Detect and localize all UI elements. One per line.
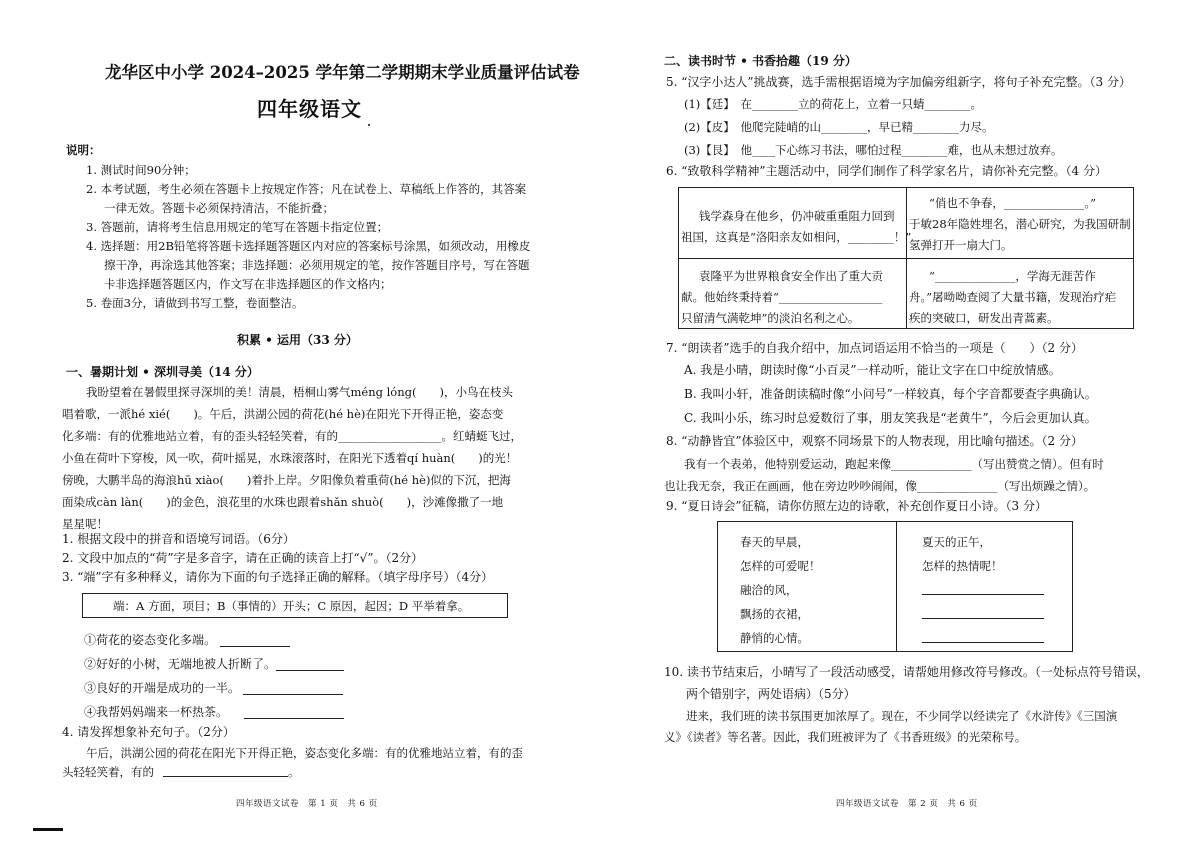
- note-line: 4. 选择题：用2B铅笔将答题卡选择题答题区内对应的答案标号涂黑，如须改动，用橡皮: [86, 239, 531, 253]
- scan-dot: [368, 124, 370, 126]
- note-line: 擦干净，再涂选其他答案；非选择题：必须用规定的笔，按作答题目序号，写在答题: [104, 258, 530, 272]
- note-line: 1. 测试时间90分钟；: [86, 163, 196, 177]
- question-6: 6. “致敬科学精神”主题活动中，同学们制作了科学家名片，请你补充完整。（4 分）: [666, 164, 1107, 178]
- q4-sentence: 头轻轻笑着，有的: [62, 765, 154, 779]
- notes-heading: 说明：: [66, 143, 101, 157]
- passage-line: 星星呢！: [62, 517, 108, 531]
- q7-option-b[interactable]: B. 我叫小轩，准备朗读稿时像“小问号”一样较真，每个字音都要查字典确认。: [684, 387, 1097, 401]
- passage-line: 小鱼在荷叶下穿梭，风一吹，荷叶摇晃，水珠滚落时，在阳光下透着qí huàn( )的光！: [62, 451, 518, 465]
- poem-line: 春天的早晨，: [740, 535, 809, 549]
- passage-line: 傍晚，大鹏半岛的海浪hū xiào( )着扑上岸。夕阳像负着重荷(hé hè)似的下沉，把海: [62, 473, 511, 487]
- exam-page-1: 龙华区中小学 2024–2025 学年第二学期期末学业质量评估试卷 四年级语文 说明： 1. 测试时间90分钟； 2. 本考试题，考生必须在答题卡上按规定作答；凡在试卷上、草稿纸上作答的，其答案 一律无效。答题卡必须保持清洁，不能折叠； 3. 答题前，请将考生信息用规定的笔写在答题卡指定位置； 4. 选择题：用2B铅笔将答题卡选择题答题区内对应的答案标号涂黑，如须改动，用橡皮 擦干净，再涂选其他答案；非选择题：必须用规定的笔，按作答题目序号，写在答题 卡非选择题答题区内，作文写在非选择题区的作文格内； 5. 卷面3分，请做到书写工整，卷面整洁。 积累 • 运用（33 分） 一、暑期计划 • 深圳寻美（14 分） 我盼望着在暑假里探寻深圳的美！清晨，梧桐山雾气méng lóng( )，小鸟在枝头 唱着歌，一派hé xié( )。午后，洪湖公园的荷花(hé hè)在阳光下开得正艳，姿态变 化多端：有的优雅地站立着，有的歪头轻轻笑着，有的__________________。红蜻蜓飞过， 小鱼在荷叶下穿梭，风一吹，荷叶摇晃，水珠滚落时，在阳光下透着qí huàn( )的光！ 傍晚，大鹏半岛的海浪hū xiào( )着扑上岸。夕阳像负着重荷(hé hè)似的下沉，把海 面染成càn làn( )的金色，浪花里的水珠也跟着shǎn shuò( )，沙滩像撒了一地 星星呢！ 1. 根据文段中的拼音和语境写词语。（6分） 2. 文段中加点的“荷”字是多音字，请在正确的读音上打“√”。（2分） 3. “端”字有多种释义，请你为下面的句子选择正确的解释。（填字母序号）（4分） 端：A 方面，项目；B（事情的）开头；C 原因，起因；D 平举着拿。 ①荷花的姿态变化多端。 ②好好的小树，无端地被人折断了。 ③良好的开端是成功的一半。 ④我帮妈妈端来一杯热茶。 4. 请发挥想象补充句子。（2分） 午后，洪湖公园的荷花在阳光下开得正艳，姿态变化多端：有的优雅地站立着，有的歪 头轻轻笑着，有的 。 四年级语文试卷 第 1 页 共 6 页: [0, 0, 600, 848]
- note-line: 3. 答题前，请将考生信息用规定的笔写在答题卡指定位置；: [86, 220, 389, 234]
- poem-line: 飘扬的衣裙，: [740, 607, 809, 621]
- card-text: 舟。”屠呦呦查阅了大量书籍，发现治疗疟: [909, 290, 1117, 304]
- q7-option-a[interactable]: A. 我是小晴，朗读时像“小百灵”一样动听，能让文字在口中绽放情感。: [684, 363, 1061, 377]
- card-text: “俏也不争春，______________。”: [929, 196, 1097, 210]
- q10-paragraph: 义》《读者》等名著。因此，我们班被评为了《书香班级》的光荣称号。: [664, 730, 1027, 744]
- note-line: 2. 本考试题，考生必须在答题卡上按规定作答；凡在试卷上、草稿纸上作答的，其答案: [86, 182, 527, 196]
- passage-line: 我盼望着在暑假里探寻深圳的美！清晨，梧桐山雾气méng lóng( )，小鸟在枝头: [86, 385, 513, 399]
- poem-line: 怎样的热情呢！: [922, 559, 1003, 573]
- q3-item: ③良好的开端是成功的一半。: [84, 681, 241, 695]
- answer-blank[interactable]: [276, 670, 344, 671]
- note-line: 一律无效。答题卡必须保持清洁，不能折叠；: [104, 201, 334, 215]
- passage-line: 化多端：有的优雅地站立着，有的歪头轻轻笑着，有的__________________。红蜻蜓飞过，: [62, 429, 522, 443]
- q5-item: (2)【皮】 他爬完陡峭的山________，早已精________力尽。: [684, 120, 994, 134]
- answer-blank[interactable]: [220, 646, 290, 647]
- card-text: 袁隆平为世界粮食安全作出了重大贡: [699, 269, 883, 283]
- card-text: 献。他始终秉持着“__________________: [681, 290, 883, 304]
- q3-item: ②好好的小树，无端地被人折断了。: [84, 657, 277, 671]
- question-7: 7. “朗读者”选手的自我介绍中，加点词语运用不恰当的一项是（ ）（2 分）: [666, 341, 1083, 355]
- poem-blank[interactable]: [922, 642, 1044, 643]
- card-text: 钱学森身在他乡，仍冲破重重阻力回到: [699, 209, 895, 223]
- page-footer: 四年级语文试卷 第 2 页 共 6 页: [836, 799, 978, 809]
- poem-line: 静悄的心情。: [740, 631, 809, 645]
- card-text: 祖国，这真是“洛阳亲友如相问，________！”: [681, 230, 912, 244]
- answer-blank[interactable]: [163, 776, 288, 777]
- question-5: 5. “汉字小达人”挑战赛，选手需根据语境为字加偏旁组新字，将句子补充完整。（3 分）: [666, 75, 1131, 89]
- question-1: 1. 根据文段中的拼音和语境写词语。（6分）: [62, 532, 295, 546]
- poem-line: 怎样的可爱呢！: [740, 559, 821, 573]
- poem-blank[interactable]: [922, 618, 1044, 619]
- question-10-cont: 两个错别字，两处语病）（5分）: [686, 687, 856, 701]
- card-text: 只留清气满乾坤”的淡泊名利之心。: [681, 311, 860, 325]
- scientist-card-table: [678, 187, 1134, 329]
- page-footer: 四年级语文试卷 第 1 页 共 6 页: [236, 799, 378, 809]
- note-line: 卡非选择题答题区内，作文写在非选择题区的作文格内；: [104, 277, 392, 291]
- q8-line: 也让我无奈，我正在画画，他在旁边吵吵闹闹，像______________（写出烦躁之情）。: [664, 479, 1096, 493]
- section-title: 积累 • 运用（33 分）: [237, 333, 358, 347]
- note-line: 5. 卷面3分，请做到书写工整，卷面整洁。: [86, 296, 304, 310]
- answer-blank[interactable]: [244, 718, 344, 719]
- q8-line: 我有一个表弟，他特别爱运动，跑起来像______________（写出赞赏之情）。但有时: [684, 457, 1104, 471]
- definition-box: [82, 593, 508, 618]
- question-8: 8. “动静皆宜”体验区中，观察不同场景下的人物表现，用比喻句描述。（2 分）: [666, 434, 1083, 448]
- q3-item: ①荷花的姿态变化多端。: [84, 633, 217, 647]
- poem-table: [717, 521, 1073, 652]
- exam-title: 龙华区中小学 2024–2025 学年第二学期期末学业质量评估试卷: [105, 63, 580, 82]
- question-9: 9. “夏日诗会”征稿，请你仿照左边的诗歌，补充创作夏日小诗。（3 分）: [666, 499, 1047, 513]
- poem-line: 融洽的风，: [740, 583, 798, 597]
- exam-page-2: [600, 0, 1200, 848]
- question-2: 2. 文段中加点的“荷”字是多音字，请在正确的读音上打“√”。（2分）: [62, 551, 424, 565]
- card-text: 氢弹打开一扇大门。: [909, 238, 1013, 252]
- card-text: “______________，学海无涯苦作: [929, 269, 1096, 283]
- card-text: 疾的突破口，研发出青蒿素。: [909, 311, 1059, 325]
- q5-item: (1)【廷】 在________立的荷花上，立着一只蜻________。: [684, 97, 983, 111]
- poem-blank[interactable]: [922, 594, 1044, 595]
- exam-subtitle: 四年级语文: [257, 97, 362, 121]
- poem-line: 夏天的正午，: [922, 535, 991, 549]
- q7-option-c[interactable]: C. 我叫小乐，练习时总爱数衍了事，朋友笑我是“老黄牛”，今后会更加认真。: [684, 411, 1097, 425]
- scan-mark: [33, 828, 63, 831]
- question-3: 3. “端”字有多种释义，请你为下面的句子选择正确的解释。（填字母序号）（4分）: [62, 570, 494, 584]
- q4-sentence: 午后，洪湖公园的荷花在阳光下开得正艳，姿态变化多端：有的优雅地站立着，有的歪: [86, 746, 523, 760]
- part1-title: 一、暑期计划 • 深圳寻美（14 分）: [66, 365, 259, 379]
- definition-text: 端：A 方面，项目；B（事情的）开头；C 原因，起因；D 平举着拿。: [113, 599, 470, 613]
- question-10: 10. 读书节结束后，小晴写了一段活动感受，请帮她用修改符号修改。（一处标点符号错误，: [664, 665, 1149, 679]
- q5-item: (3)【艮】 他____下心练习书法，哪怕过程________难，也从未想过放弃。: [684, 143, 1063, 157]
- passage-line: 唱着歌，一派hé xié( )。午后，洪湖公园的荷花(hé hè)在阳光下开得正艳，姿态变: [62, 407, 504, 421]
- question-4: 4. 请发挥想象补充句子。（2分）: [62, 725, 235, 739]
- q10-paragraph: 进来，我们班的读书氛围更加浓厚了。现在，不少同学以经读完了《水浒传》《三国演: [686, 709, 1118, 723]
- q3-item: ④我帮妈妈端来一杯热茶。: [84, 705, 229, 719]
- card-text: 于敏28年隐姓埋名，潜心研究，为我国研制: [909, 217, 1131, 231]
- passage-line: 面染成càn làn( )的金色，浪花里的水珠也跟着shǎn shuò( )，沙滩像撒了一地: [62, 495, 504, 509]
- answer-blank[interactable]: [243, 694, 343, 695]
- part2-title: 二、读书时节 • 书香拾趣（19 分）: [664, 54, 857, 68]
